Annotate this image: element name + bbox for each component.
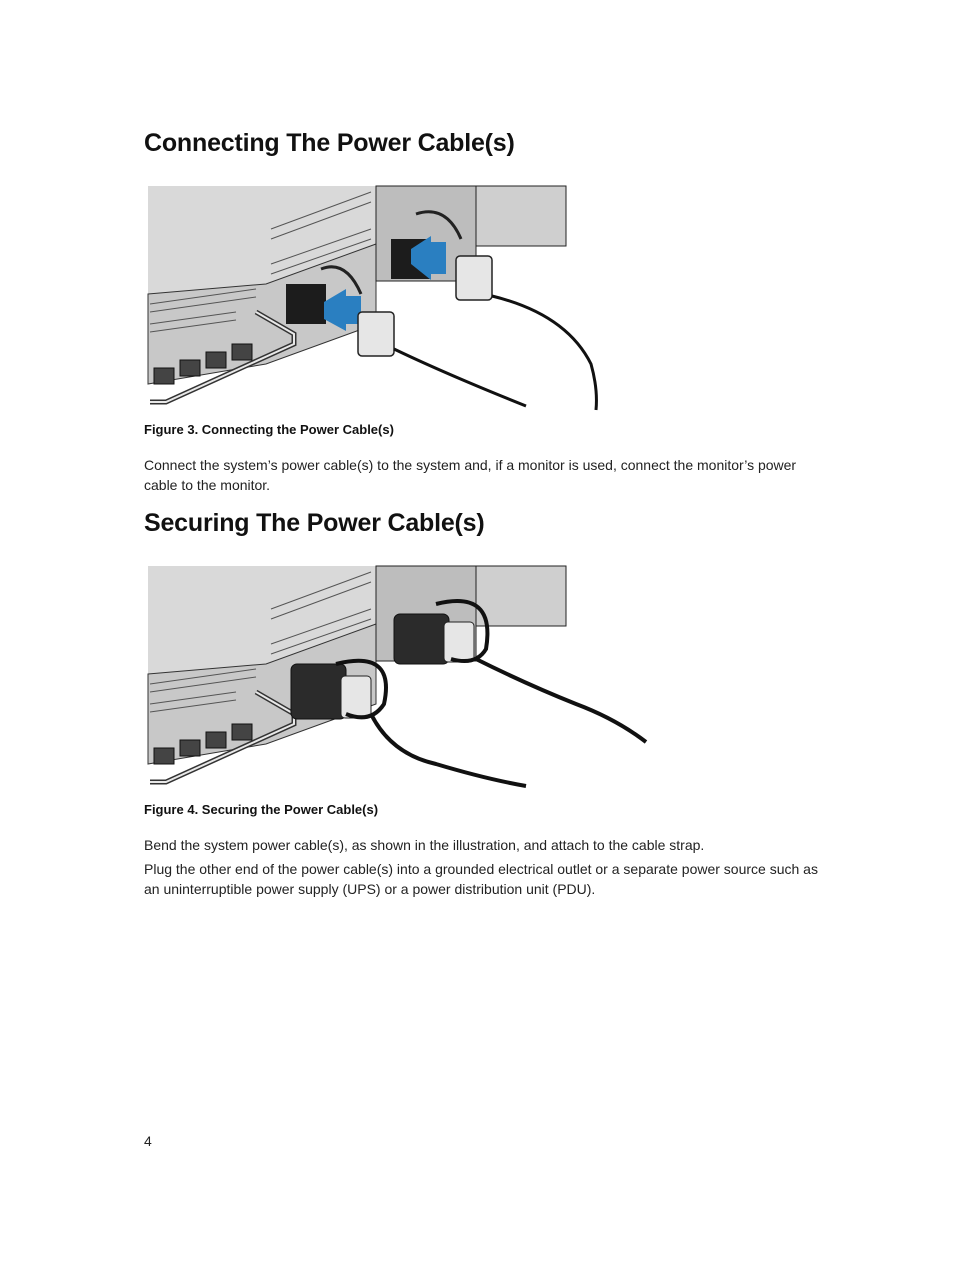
securing-instructions-1: Bend the system power cable(s), as shown in the illustration, and attach to the cable strap. xyxy=(144,837,705,853)
figure-connecting-power-cables xyxy=(146,184,650,412)
section-title-connecting: Connecting The Power Cable(s) xyxy=(144,129,515,157)
figure-3-caption: Figure 3. Connecting the Power Cable(s) xyxy=(144,422,394,437)
page-number: 4 xyxy=(144,1133,152,1149)
connecting-instructions: Connect the system’s power cable(s) to the system and, if a monitor is used, connect the monitor’s power cable to the monitor. xyxy=(144,457,797,493)
figure-4-caption: Figure 4. Securing the Power Cable(s) xyxy=(144,802,379,817)
server-rear-illustration xyxy=(146,184,650,412)
server-rear-secured-illustration xyxy=(146,564,650,792)
figure-securing-power-cables xyxy=(146,564,650,792)
securing-instructions-2: Plug the other end of the power cable(s) into a grounded electrical outlet or a separate power source such as an uninterruptible power supply (UPS) or a power distribution unit (PDU). xyxy=(144,861,818,897)
section-title-securing: Securing The Power Cable(s) xyxy=(144,509,485,537)
